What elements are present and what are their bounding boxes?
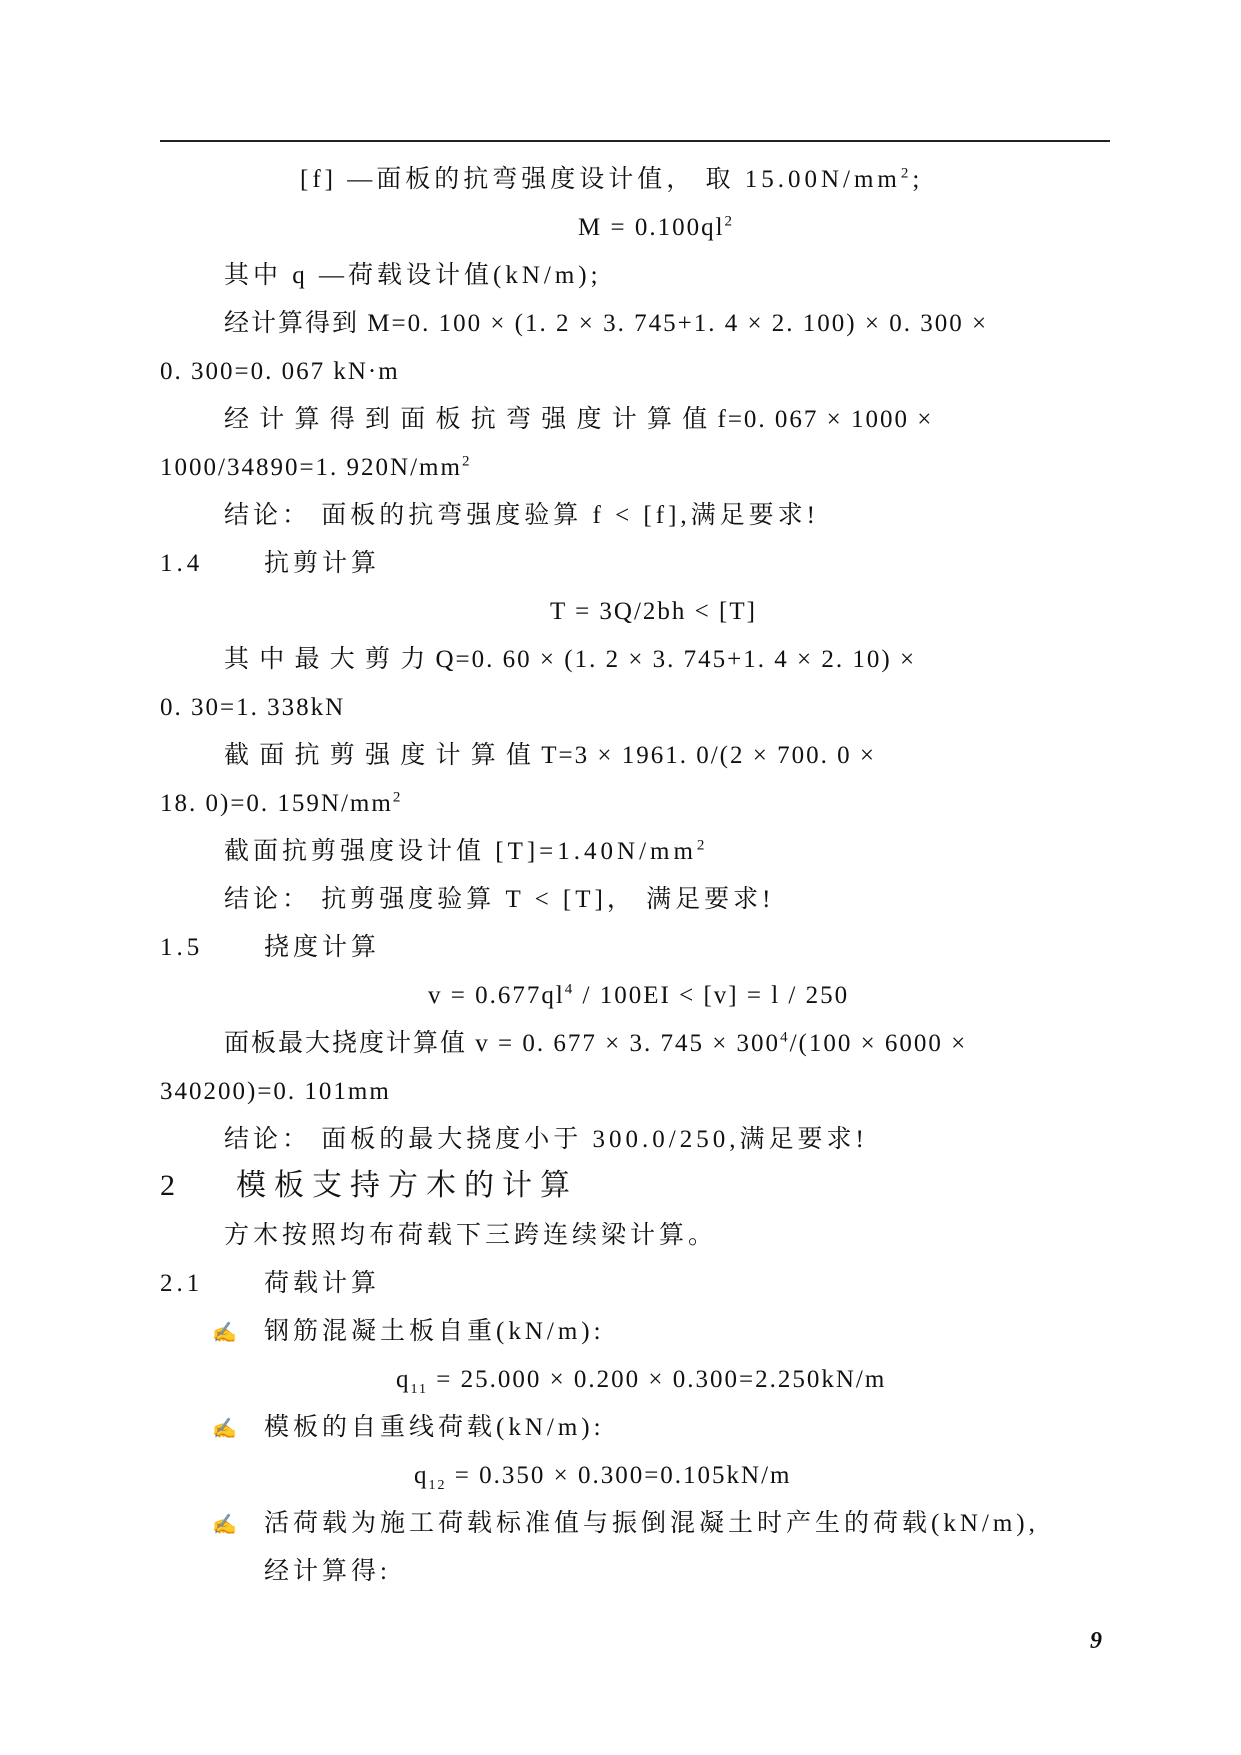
section-title: 抗剪计算 [264, 550, 381, 577]
pen-bullet-icon: ✍ [212, 1322, 237, 1344]
text-line: 其中 q —荷载设计值(kN/m); [224, 262, 602, 289]
list-item-continuation: 经计算得: [264, 1558, 391, 1585]
text-line: 0. 30=1. 338kN [160, 694, 346, 721]
conclusion-line: 结论： 抗剪强度验算 T < [T]， 满足要求! [224, 886, 775, 913]
page-number: 9 [1090, 1628, 1102, 1654]
formula-shear: T = 3Q/2bh < [T] [550, 598, 757, 625]
formula-q12: $q_{12} = 0.350 \times 0.300=0.105kN/m$ [414, 1462, 792, 1493]
text-line: 截 面 抗 剪 强 度 计 算 值 T=3 × 1961. 0/(2 × 700. 0 × [224, 742, 876, 769]
section-title: 荷载计算 [264, 1270, 381, 1297]
list-item: 活荷载为施工荷载标准值与振倒混凝土时产生的荷载(kN/m), [264, 1510, 1039, 1537]
header-rule [160, 140, 1110, 142]
section-number: 1.5 [160, 934, 204, 961]
text-line: 经 计 算 得 到 面 板 抗 弯 强 度 计 算 值 f=0. 067 × 1000 × [224, 406, 934, 433]
formula-q11: $q_{11} = 25.000 \times 0.200 \times 0.300=2.250kN/m$ [396, 1366, 887, 1397]
text-line: 其 中 最 大 剪 力 Q=0. 60 × (1. 2 × 3. 745+1. 4 × 2. 10) × [224, 646, 917, 673]
section-number: 1.4 [160, 550, 204, 577]
text-line: 18. 0)=0. $159N/mm^2$ [160, 789, 403, 817]
section-number: 2.1 [160, 1270, 204, 1297]
formula-moment: $M = 0.100ql^2$ [578, 213, 735, 241]
chapter-title: 模板支持方木的计算 [236, 1169, 578, 1202]
text-line: 截面抗剪强度设计值 $[T]=1.40N/mm^2$ [224, 837, 709, 865]
text-line: 1000/34890=1. $920N/mm^2$ [160, 453, 472, 481]
text-line: 340200)=0. 101mm [160, 1078, 391, 1105]
text-line: 0. 300=0. 067 kN·m [160, 358, 400, 385]
text-line: 经计算得到 M=0. 100 × (1. 2 × 3. 745+1. 4 × 2. 100) × 0. 300 × [224, 310, 989, 337]
text-line: 面板最大挠度计算值 v = 0. 677 × 3. $745 \times 300^4/(100 \times 6000$ × [224, 1029, 968, 1057]
chapter-number: 2 [160, 1169, 183, 1202]
pen-bullet-icon: ✍ [212, 1418, 237, 1440]
text-line: 方木按照均布荷载下三跨连续梁计算。 [224, 1222, 718, 1249]
section-title: 挠度计算 [264, 934, 381, 961]
formula-deflection: $v = 0.677ql^4 / 100EI < [v] = l / 250$ [428, 981, 850, 1009]
list-item: 钢筋混凝土板自重(kN/m): [264, 1318, 605, 1345]
text-line: [f] —面板的抗弯强度设计值， 取 $15.00N/mm^2$; [300, 165, 924, 193]
conclusion-line: 结论： 面板的抗弯强度验算 f < [f],满足要求! [224, 502, 819, 529]
list-item: 模板的自重线荷载(kN/m): [264, 1414, 605, 1441]
conclusion-line: 结论： 面板的最大挠度小于 300.0/250,满足要求! [224, 1126, 868, 1153]
pen-bullet-icon: ✍ [212, 1514, 237, 1536]
